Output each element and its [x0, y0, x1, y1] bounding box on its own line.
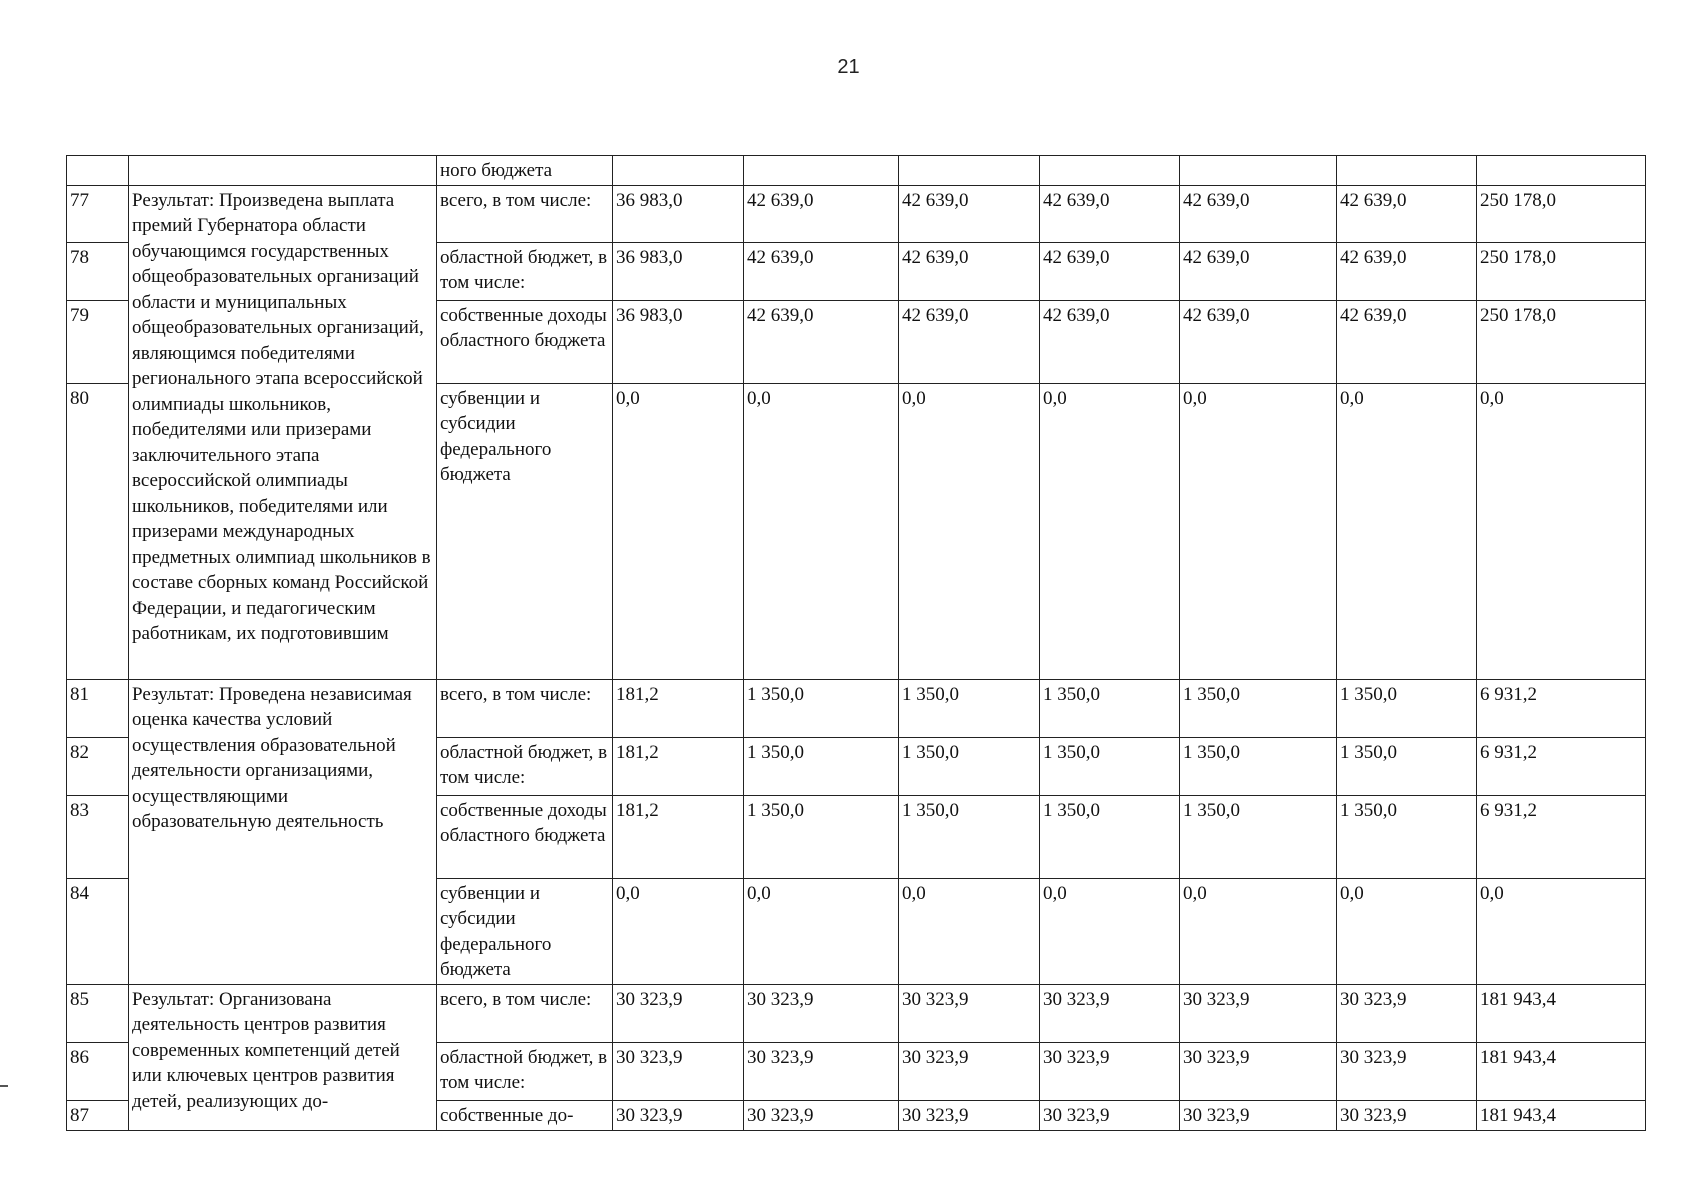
- cell-num: [67, 156, 129, 186]
- cell-num: 83: [67, 795, 129, 878]
- cell-value: 181,2: [613, 737, 744, 795]
- cell-source: областной бюджет, в том числе:: [437, 1042, 613, 1100]
- cell-value: 42 639,0: [1040, 300, 1180, 383]
- cell-value: 1 350,0: [1040, 737, 1180, 795]
- cell-value: 1 350,0: [899, 737, 1040, 795]
- cell-value: [613, 156, 744, 186]
- cell-source: субвенции и субсидии федерального бюджета: [437, 878, 613, 984]
- cell-description: Результат: Организована деятельность центров развития современных компетенций детей или ключевых центров развития детей, реализующих до-: [129, 984, 437, 1130]
- cell-value: 0,0: [744, 878, 899, 984]
- cell-num: 85: [67, 984, 129, 1042]
- cell-value: 42 639,0: [1040, 185, 1180, 242]
- cell-value: 0,0: [1180, 383, 1337, 679]
- cell-source: ного бюджета: [437, 156, 613, 186]
- cell-value: 42 639,0: [744, 300, 899, 383]
- cell-value: 0,0: [1477, 383, 1646, 679]
- cell-value: 0,0: [1040, 383, 1180, 679]
- cell-value: 30 323,9: [613, 1100, 744, 1130]
- cell-value: 6 931,2: [1477, 679, 1646, 737]
- cell-value: 0,0: [744, 383, 899, 679]
- cell-value: 0,0: [1337, 383, 1477, 679]
- cell-source: областной бюджет, в том числе:: [437, 737, 613, 795]
- cell-value: 30 323,9: [1180, 1042, 1337, 1100]
- scan-mark: [0, 1085, 8, 1087]
- cell-source: собственные до-: [437, 1100, 613, 1130]
- cell-value: 6 931,2: [1477, 737, 1646, 795]
- cell-source: собственные доходы областного бюджета: [437, 795, 613, 878]
- cell-source: всего, в том числе:: [437, 984, 613, 1042]
- cell-value: 42 639,0: [1337, 185, 1477, 242]
- cell-value: [744, 156, 899, 186]
- cell-value: 30 323,9: [1040, 1042, 1180, 1100]
- cell-value: 42 639,0: [1180, 300, 1337, 383]
- cell-value: 0,0: [1040, 878, 1180, 984]
- cell-value: 181,2: [613, 795, 744, 878]
- cell-value: 6 931,2: [1477, 795, 1646, 878]
- cell-num: 86: [67, 1042, 129, 1100]
- cell-value: 1 350,0: [899, 795, 1040, 878]
- cell-value: 30 323,9: [613, 1042, 744, 1100]
- cell-value: 1 350,0: [899, 679, 1040, 737]
- cell-source: всего, в том числе:: [437, 679, 613, 737]
- table-row: [67, 185, 1646, 242]
- cell-value: 30 323,9: [899, 1100, 1040, 1130]
- cell-value: 36 983,0: [613, 300, 744, 383]
- cell-num: 77: [67, 185, 129, 242]
- cell-value: 1 350,0: [744, 795, 899, 878]
- cell-value: 30 323,9: [1337, 1100, 1477, 1130]
- cell-value: 30 323,9: [1040, 984, 1180, 1042]
- cell-source: всего, в том числе:: [437, 185, 613, 242]
- cell-value: 30 323,9: [613, 984, 744, 1042]
- cell-value: 36 983,0: [613, 242, 744, 300]
- cell-value: 181 943,4: [1477, 984, 1646, 1042]
- cell-value: 181,2: [613, 679, 744, 737]
- cell-value: 0,0: [1337, 878, 1477, 984]
- cell-value: 181 943,4: [1477, 1042, 1646, 1100]
- cell-description: [129, 156, 437, 186]
- cell-value: 1 350,0: [1180, 795, 1337, 878]
- cell-value: 42 639,0: [1337, 242, 1477, 300]
- cell-num: 81: [67, 679, 129, 737]
- cell-num: 80: [67, 383, 129, 679]
- cell-value: 36 983,0: [613, 185, 744, 242]
- cell-value: 0,0: [899, 878, 1040, 984]
- cell-value: 30 323,9: [1180, 984, 1337, 1042]
- cell-num: 79: [67, 300, 129, 383]
- table-row: [67, 156, 1646, 186]
- cell-value: [1337, 156, 1477, 186]
- page-number: 21: [837, 56, 860, 78]
- cell-value: [899, 156, 1040, 186]
- cell-value: 42 639,0: [899, 242, 1040, 300]
- cell-value: 30 323,9: [1337, 984, 1477, 1042]
- cell-num: 82: [67, 737, 129, 795]
- cell-value: 30 323,9: [1337, 1042, 1477, 1100]
- cell-value: 250 178,0: [1477, 185, 1646, 242]
- cell-value: 30 323,9: [1180, 1100, 1337, 1130]
- cell-source: собственные доходы областного бюджета: [437, 300, 613, 383]
- cell-value: [1477, 156, 1646, 186]
- cell-value: 42 639,0: [744, 185, 899, 242]
- cell-value: 30 323,9: [899, 1042, 1040, 1100]
- cell-value: 1 350,0: [744, 679, 899, 737]
- cell-value: 0,0: [899, 383, 1040, 679]
- cell-value: 1 350,0: [744, 737, 899, 795]
- cell-value: 30 323,9: [899, 984, 1040, 1042]
- cell-value: 42 639,0: [1180, 242, 1337, 300]
- cell-value: [1180, 156, 1337, 186]
- cell-num: 78: [67, 242, 129, 300]
- cell-value: 1 350,0: [1337, 795, 1477, 878]
- cell-num: 84: [67, 878, 129, 984]
- cell-description: Результат: Произведена выплата премий Губернатора области обучающимся государственных общеобразовательных организаций области и муниципальных общеобразовательных организаций, являющимся победителями регионального этапа всероссийской олимпиады школьников, победителями или призерами заключительного этапа всероссийской олимпиады школьников, победителями или призерами международных предметных олимпиад школьников в составе сборных команд Российской Федерации, и педагогическим работникам, их подготовившим: [129, 185, 437, 679]
- table-row: [67, 984, 1646, 1042]
- cell-value: 1 350,0: [1180, 737, 1337, 795]
- cell-value: [1040, 156, 1180, 186]
- cell-value: 0,0: [613, 383, 744, 679]
- cell-value: 42 639,0: [1040, 242, 1180, 300]
- cell-value: 30 323,9: [1040, 1100, 1180, 1130]
- cell-value: 1 350,0: [1337, 679, 1477, 737]
- cell-value: 0,0: [1477, 878, 1646, 984]
- cell-value: 30 323,9: [744, 1100, 899, 1130]
- table-row: [67, 679, 1646, 737]
- cell-value: 1 350,0: [1337, 737, 1477, 795]
- cell-source: областной бюджет, в том числе:: [437, 242, 613, 300]
- cell-description: Результат: Проведена независимая оценка качества условий осуществления образовательной деятельности организациями, осуществляющими образовательную деятельность: [129, 679, 437, 984]
- cell-value: 30 323,9: [744, 1042, 899, 1100]
- cell-source: субвенции и субсидии федерального бюджета: [437, 383, 613, 679]
- cell-value: 250 178,0: [1477, 300, 1646, 383]
- table-body: [67, 156, 1646, 1131]
- cell-value: 42 639,0: [899, 300, 1040, 383]
- cell-value: 42 639,0: [1180, 185, 1337, 242]
- cell-value: 30 323,9: [744, 984, 899, 1042]
- cell-value: 0,0: [1180, 878, 1337, 984]
- cell-value: 42 639,0: [899, 185, 1040, 242]
- cell-value: 250 178,0: [1477, 242, 1646, 300]
- cell-value: 181 943,4: [1477, 1100, 1646, 1130]
- cell-value: 1 350,0: [1040, 795, 1180, 878]
- cell-num: 87: [67, 1100, 129, 1130]
- cell-value: 0,0: [613, 878, 744, 984]
- cell-value: 1 350,0: [1040, 679, 1180, 737]
- cell-value: 42 639,0: [1337, 300, 1477, 383]
- budget-table: [66, 155, 1646, 1131]
- cell-value: 1 350,0: [1180, 679, 1337, 737]
- cell-value: 42 639,0: [744, 242, 899, 300]
